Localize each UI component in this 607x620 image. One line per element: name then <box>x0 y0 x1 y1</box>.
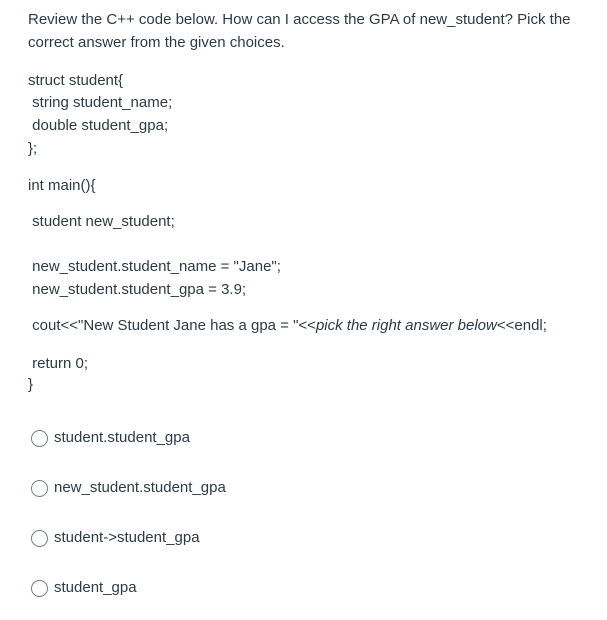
radio-button[interactable] <box>31 430 48 447</box>
code-line: string student_name; <box>28 94 173 111</box>
code-line: }; <box>28 140 38 157</box>
radio-button[interactable] <box>31 480 48 497</box>
code-text: cout<<"New Student Jane has a gpa = "<< <box>28 317 316 334</box>
radio-button[interactable] <box>31 530 48 547</box>
answer-option[interactable] <box>31 527 200 549</box>
question-prompt: Review the C++ code below. How can I access the GPA of new_student? Pick the correct answer from the given choices. <box>28 11 571 51</box>
code-line: new_student.student_name = "Jane"; <box>28 258 281 275</box>
code-line: } <box>28 376 34 393</box>
code-line: double student_gpa; <box>28 117 169 134</box>
code-line: return 0; <box>28 355 89 372</box>
code-line: student new_student; <box>28 213 175 230</box>
code-italic-text: pick the right answer below <box>315 317 497 334</box>
answer-label: student->student_gpa <box>54 529 200 546</box>
code-line: new_student.student_gpa = 3.9; <box>28 281 247 298</box>
code-text: <<endl; <box>496 317 547 334</box>
code-line <box>28 316 547 336</box>
answer-option[interactable] <box>31 427 190 449</box>
answer-label: new_student.student_gpa <box>54 479 226 496</box>
answer-label: student_gpa <box>54 579 137 596</box>
code-line: struct student{ <box>28 72 124 89</box>
answer-option[interactable] <box>31 477 226 499</box>
answer-label: student.student_gpa <box>54 429 190 446</box>
radio-button[interactable] <box>31 580 48 597</box>
answer-option[interactable] <box>31 577 137 599</box>
code-line: int main(){ <box>28 177 96 194</box>
